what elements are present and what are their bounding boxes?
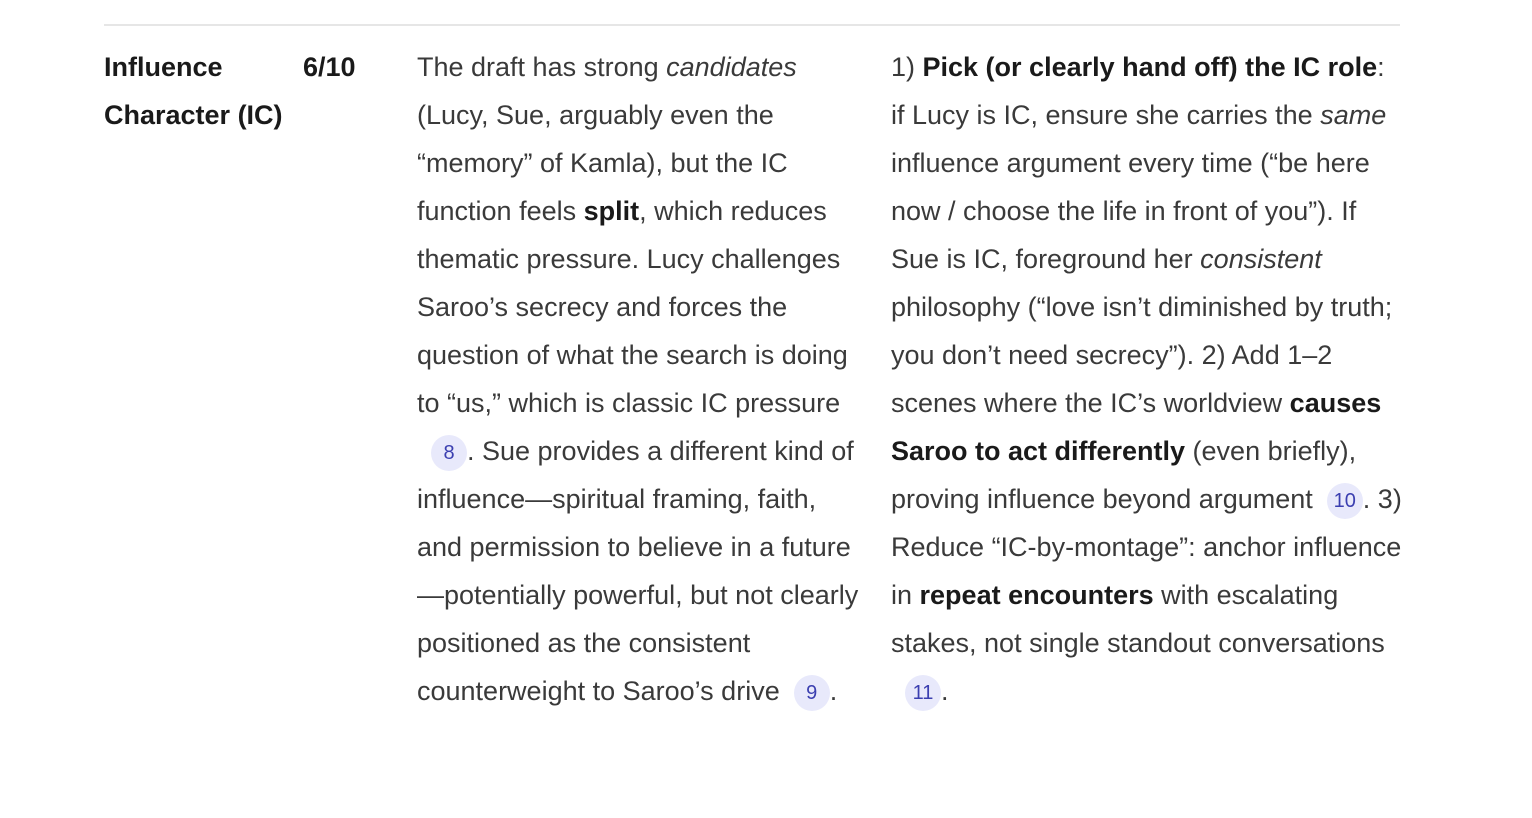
recommendation-text: . 3) Reduce “IC-by-montage”: anchor influence in <box>891 484 1402 610</box>
citation-badge[interactable]: 9 <box>794 675 830 711</box>
recommendation-text: 1) <box>891 52 923 82</box>
citation-badge[interactable]: 11 <box>905 675 941 711</box>
recommendation-text: (even briefly), proving influence beyond argument <box>891 436 1357 514</box>
recommendation-emphasis: same <box>1320 100 1387 130</box>
recommendation-bold: causes Saroo to act differently <box>891 388 1382 466</box>
score-cell <box>303 43 403 91</box>
row-divider <box>104 24 1400 26</box>
assessment-text: The draft has strong <box>417 52 667 82</box>
assessment-text: . <box>829 676 838 706</box>
criterion-label: Influence Character (IC) <box>104 52 283 130</box>
recommendation-bold: repeat encounters <box>919 580 1154 610</box>
citation-badge[interactable]: 8 <box>431 435 467 471</box>
citation-badge[interactable]: 10 <box>1327 483 1363 519</box>
score-value: 6/10 <box>303 52 356 82</box>
criterion-cell <box>104 43 284 139</box>
recommendation-text: with escalating stakes, not single standout conversations <box>891 580 1385 658</box>
assessment-text: (Lucy, Sue, arguably even the “memory” of Kamla), but the IC function feels <box>417 100 788 226</box>
assessment-cell <box>417 43 862 715</box>
assessment-emphasis: candidates <box>666 52 797 82</box>
recommendation-bold: Pick (or clearly hand off) the IC role <box>922 52 1378 82</box>
assessment-text: , which reduces thematic pressure. Lucy challenges Saroo’s secrecy and forces the question of what the search is doing to “us,” which is classic IC pressure <box>417 196 848 418</box>
recommendation-text: philosophy (“love isn’t diminished by truth; you don’t need secrecy”). 2) Add 1–2 scenes where the IC’s worldview <box>891 292 1393 418</box>
recommendation-emphasis: consistent <box>1200 244 1322 274</box>
recommendation-text: . <box>941 676 949 706</box>
previous-row-clipped-text <box>891 0 1391 14</box>
recommendation-cell <box>891 43 1403 715</box>
assessment-text: . Sue provides a different kind of influence—spiritual framing, faith, and permission to believe in a future—potentially powerful, but not clearly positioned as the consistent counterweight to Saroo’s drive <box>417 436 859 706</box>
recommendation-text: : if Lucy is IC, ensure she carries the <box>891 52 1385 130</box>
recommendation-text: influence argument every time (“be here now / choose the life in front of you”). If Sue is IC, foreground her <box>891 148 1370 274</box>
assessment-bold: split <box>583 196 640 226</box>
